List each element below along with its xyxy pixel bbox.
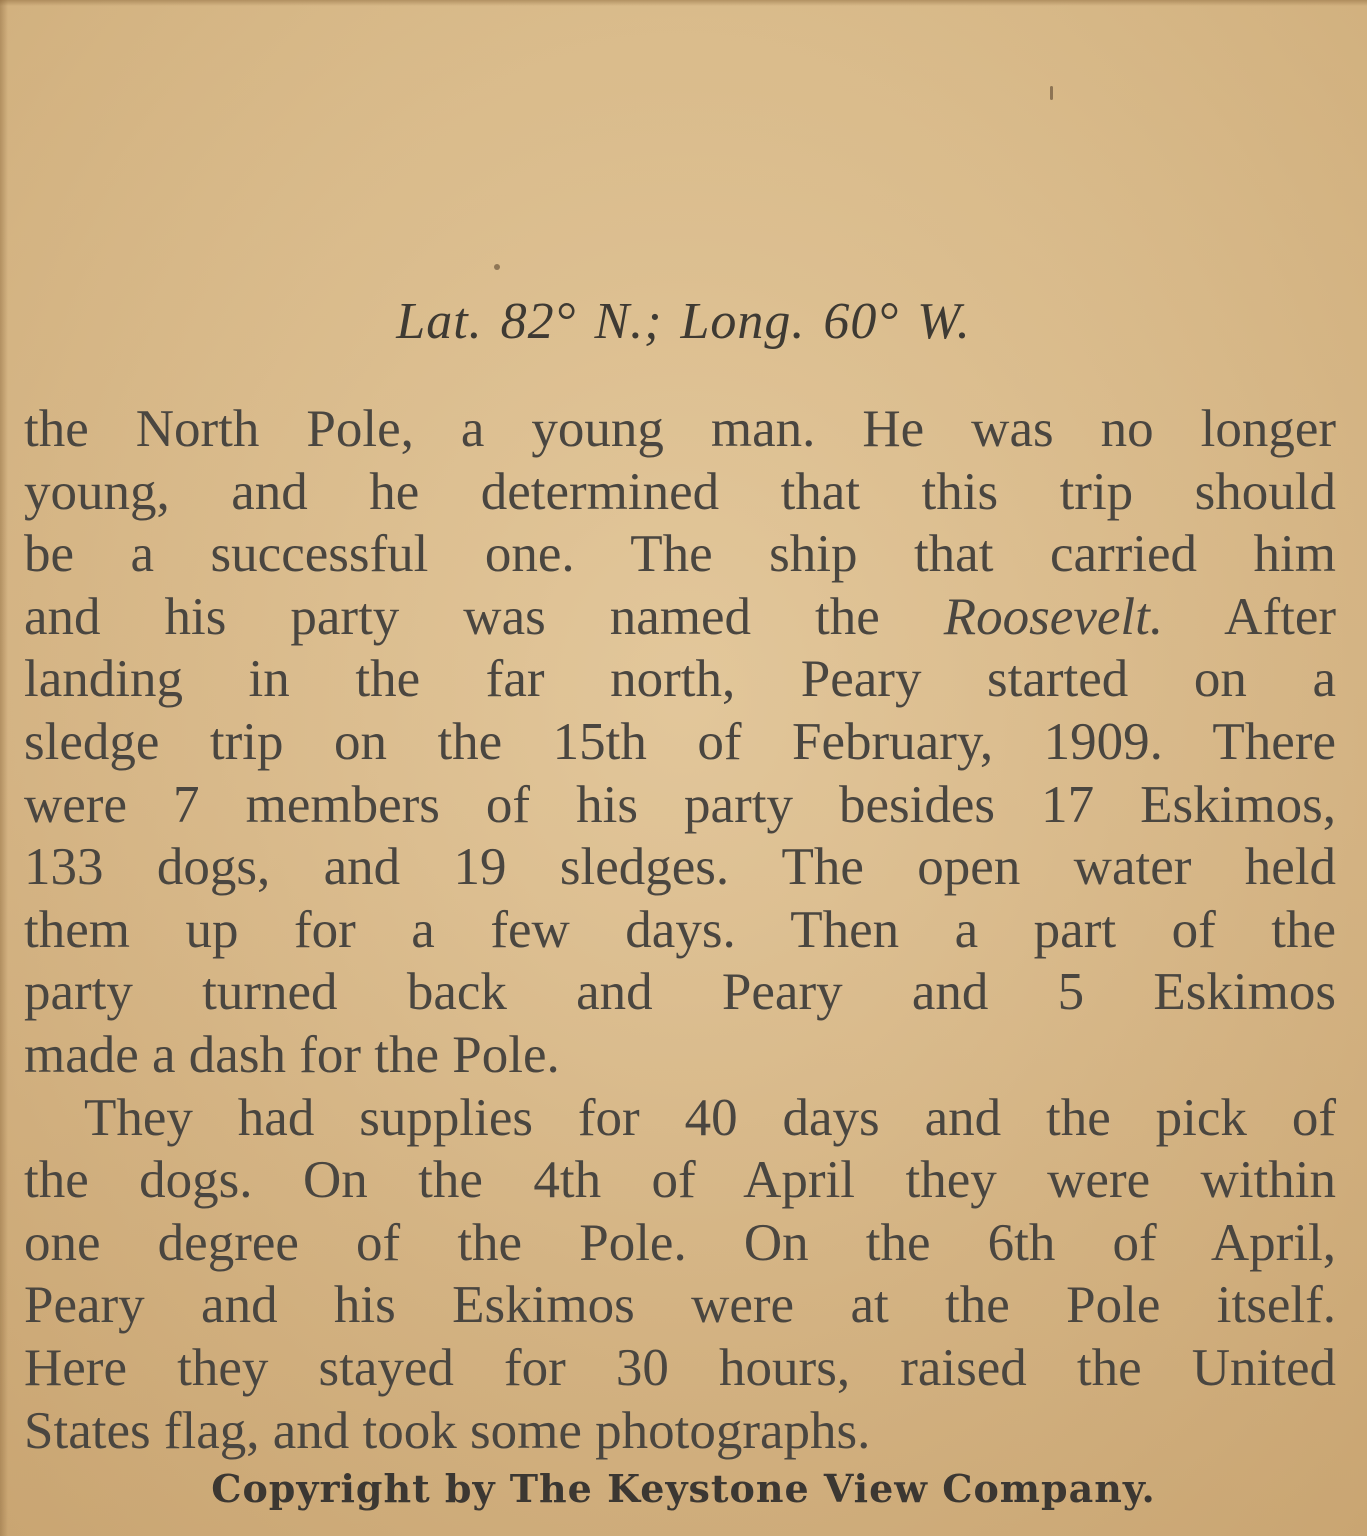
text-fragment: and his party was named the xyxy=(24,587,880,646)
text-fragment: After xyxy=(1224,587,1336,646)
text-line: were 7 members of his party besides 17 Eskimos, xyxy=(24,775,1336,834)
text-line: made a dash for the Pole. xyxy=(24,1025,560,1084)
text-line: Here they stayed for 30 hours, raised the United xyxy=(24,1338,1336,1397)
text-line: Peary and his Eskimos were at the Pole itself. xyxy=(24,1276,1336,1335)
text-line: the North Pole, a young man. He was no longer xyxy=(24,400,1336,458)
text-line: young, and he determined that this trip should xyxy=(24,462,1336,521)
ship-name: Roosevelt. xyxy=(943,587,1164,646)
text-line: They had supplies for 40 days and the pick of xyxy=(84,1088,1336,1147)
text-line: 133 dogs, and 19 sledges. The open water held xyxy=(24,838,1336,897)
text-line: one degree of the Pole. On the 6th of April, xyxy=(24,1213,1336,1272)
paper-speck xyxy=(1050,86,1053,100)
text-line: be a successful one. The ship that carried him xyxy=(24,525,1336,584)
text-line: the dogs. On the 4th of April they were within xyxy=(24,1151,1336,1210)
text-line: party turned back and Peary and 5 Eskimos xyxy=(24,963,1336,1022)
text-line: States flag, and took some photographs. xyxy=(24,1401,871,1460)
text-line: them up for a few days. Then a part of the xyxy=(24,900,1336,959)
paper-speck xyxy=(494,264,500,270)
card-edge-shadow-top xyxy=(0,0,1367,6)
text-line: sledge trip on the 15th of February, 1909. There xyxy=(24,712,1336,771)
location-heading: Lat. 82° N.; Long. 60° W. xyxy=(396,293,971,350)
text-line: landing in the far north, Peary started on a xyxy=(24,650,1336,709)
text-line-ship xyxy=(24,586,1336,649)
copyright-notice: Copyright by The Keystone View Company. xyxy=(211,1466,1156,1511)
description-text xyxy=(24,398,1336,1462)
card-edge-shadow xyxy=(0,0,8,1536)
